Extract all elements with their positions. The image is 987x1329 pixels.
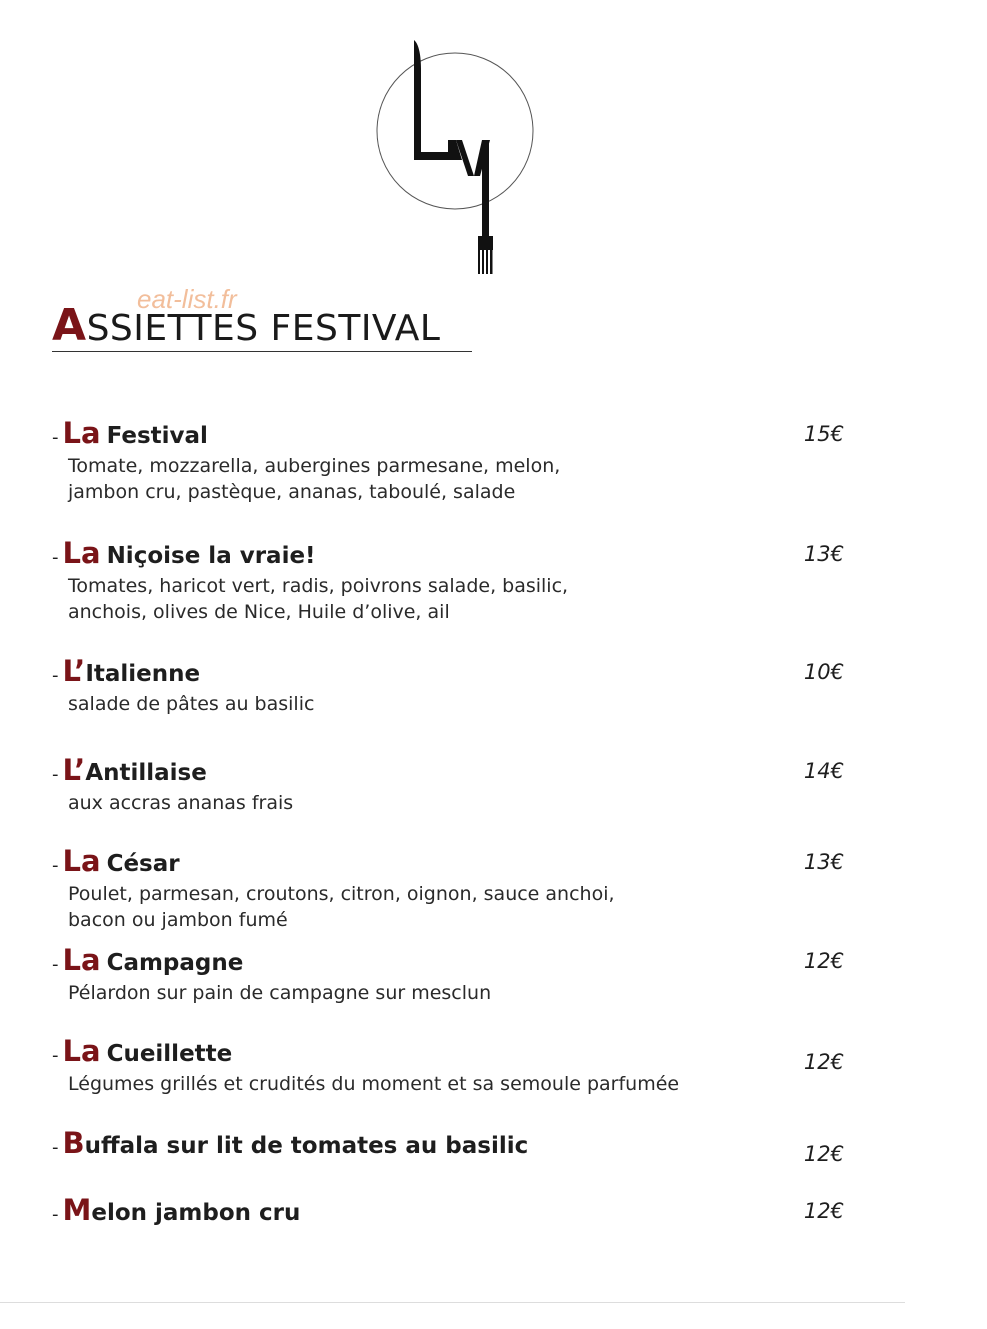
menu-item-price: 14€ bbox=[803, 759, 844, 783]
menu-item-title: Cueillette bbox=[106, 1041, 233, 1067]
dash: - bbox=[52, 665, 59, 686]
menu-item-price: 13€ bbox=[803, 850, 844, 874]
menu-item-name bbox=[52, 1036, 852, 1071]
section-title-initial: A bbox=[52, 300, 87, 351]
menu-item-desc: Tomates, haricot vert, radis, poivrons salade, basilic, bbox=[68, 575, 569, 597]
menu-item-accent: La bbox=[62, 844, 101, 878]
watermark-text: eat-list.fr bbox=[137, 284, 237, 314]
menu-item-desc: bacon ou jambon fumé bbox=[68, 909, 288, 931]
menu-item-price: 12€ bbox=[803, 1142, 844, 1166]
menu-item bbox=[52, 945, 852, 1006]
menu-item bbox=[52, 755, 852, 816]
menu-item-desc: salade de pâtes au basilic bbox=[68, 693, 315, 715]
menu-item bbox=[52, 846, 852, 933]
menu-item bbox=[52, 418, 852, 505]
menu-item-name bbox=[52, 846, 852, 881]
menu-item-desc: Légumes grillés et crudités du moment et sa semoule parfumée bbox=[68, 1073, 680, 1095]
menu-item-title: Niçoise la vraie! bbox=[106, 543, 316, 569]
menu-item-accent: L’ bbox=[62, 753, 86, 787]
menu-item-name bbox=[52, 656, 852, 691]
menu-item-desc: anchois, olives de Nice, Huile d’olive, ail bbox=[68, 601, 450, 623]
menu-item-title: Antillaise bbox=[85, 760, 207, 786]
menu-item-title: César bbox=[106, 851, 180, 877]
menu-item-desc: jambon cru, pastèque, ananas, taboulé, salade bbox=[68, 481, 516, 503]
menu-item-title: uffala sur lit de tomates au basilic bbox=[84, 1133, 529, 1159]
menu-item-price: 12€ bbox=[803, 1050, 844, 1074]
menu-item-title: Italienne bbox=[85, 661, 201, 687]
menu-item-price: 10€ bbox=[803, 660, 844, 684]
menu-item bbox=[52, 1126, 852, 1166]
section-title-underline bbox=[52, 351, 472, 352]
menu-item-price: 15€ bbox=[803, 422, 844, 446]
menu-item-desc: Tomate, mozzarella, aubergines parmesane, melon, bbox=[68, 455, 561, 477]
menu-item-accent: B bbox=[62, 1126, 85, 1160]
menu-item-price: 12€ bbox=[803, 1199, 844, 1223]
menu-item bbox=[52, 656, 852, 717]
menu-item-title: Campagne bbox=[106, 950, 244, 976]
section-title bbox=[52, 300, 440, 351]
restaurant-logo bbox=[370, 36, 540, 281]
menu-item-accent: L’ bbox=[62, 654, 86, 688]
menu-item-desc: Pélardon sur pain de campagne sur mesclun bbox=[68, 982, 492, 1004]
menu-item-accent: La bbox=[62, 1034, 101, 1068]
section-title-rest: SSIETTES FESTIVAL bbox=[86, 308, 441, 349]
dash: - bbox=[52, 547, 59, 568]
menu-item-desc: aux accras ananas frais bbox=[68, 792, 294, 814]
menu-item-name bbox=[52, 1195, 852, 1230]
dash: - bbox=[52, 764, 59, 785]
menu-item-accent: La bbox=[62, 416, 101, 450]
menu-item-name bbox=[52, 755, 852, 790]
dash: - bbox=[52, 855, 59, 876]
menu-item-name bbox=[52, 1128, 852, 1163]
dash: - bbox=[52, 427, 59, 448]
menu-item-title: Festival bbox=[106, 423, 208, 449]
menu-item-accent: La bbox=[62, 536, 101, 570]
menu-item-desc: Poulet, parmesan, croutons, citron, oignon, sauce anchoi, bbox=[68, 883, 615, 905]
menu-item-name bbox=[52, 418, 852, 453]
menu-item bbox=[52, 1195, 852, 1230]
menu-item-name bbox=[52, 538, 852, 573]
dash: - bbox=[52, 1204, 59, 1225]
page-bottom-divider bbox=[0, 1302, 905, 1303]
menu-item bbox=[52, 538, 852, 625]
menu-item-title: elon jambon cru bbox=[91, 1200, 301, 1226]
menu-item-price: 13€ bbox=[803, 542, 844, 566]
dash: - bbox=[52, 1137, 59, 1158]
menu-item-accent: M bbox=[62, 1193, 92, 1227]
dash: - bbox=[52, 1045, 59, 1066]
menu-item-price: 12€ bbox=[803, 949, 844, 973]
menu-item-name bbox=[52, 945, 852, 980]
menu-item-accent: La bbox=[62, 943, 101, 977]
dash: - bbox=[52, 954, 59, 975]
menu-item bbox=[52, 1036, 852, 1097]
